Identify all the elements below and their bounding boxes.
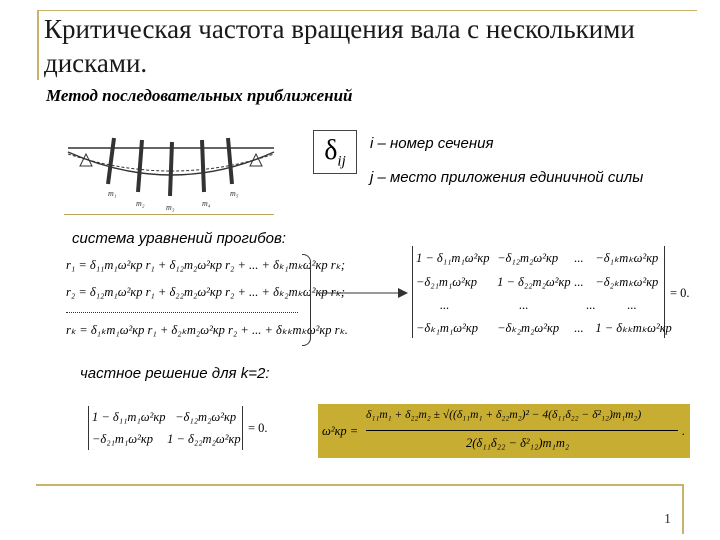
page-number: 1 xyxy=(664,512,671,527)
det-cell: −δ₁ₖmₖω²кр xyxy=(595,251,659,265)
det-cell: 1 − δ₂₂m₂ω²кр xyxy=(497,275,571,289)
determinant-row-4 xyxy=(416,320,672,336)
det-cell: ... xyxy=(574,275,584,289)
det-cell: −δₖ₂m₂ω²кр xyxy=(497,321,560,335)
small-det-cell: −δ₁₂m₂ω²кр xyxy=(175,410,237,424)
system-dots-line xyxy=(66,312,298,313)
solution-trailing: . xyxy=(682,424,686,438)
determinant-left-bar xyxy=(412,246,413,338)
det-cell: ... xyxy=(574,321,584,335)
section-subtitle: Метод последовательных приближений xyxy=(46,86,353,105)
diagram-underline xyxy=(64,214,274,215)
system-eq-row-3: rₖ = δ₁ₖm₁ω²кр r₁ + δ₂ₖm₂ω²кр r₂ + ... + δₖₖmₖω²кр rₖ. xyxy=(66,323,348,337)
bottom-rule xyxy=(36,484,684,486)
solution-lhs: ω²кр = xyxy=(322,424,359,438)
det-cell: ... xyxy=(627,298,637,312)
det-cell: −δₖ₁m₁ω²кр xyxy=(416,321,478,335)
mass-label-2: m₂ xyxy=(136,199,145,208)
determinant-row-3 xyxy=(440,298,637,313)
title-left-rule xyxy=(37,10,39,80)
small-det-row-2 xyxy=(92,432,241,447)
determinant-rhs: = 0. xyxy=(670,286,690,300)
system-caption: система уравнений прогибов: xyxy=(72,230,286,247)
det-cell: 1 − δ₁₁m₁ω²кр xyxy=(416,251,490,265)
solution-denominator: 2(δ₁₁δ₂₂ − δ²₁₂)m₁m₂ xyxy=(466,436,570,450)
mass-label-3: m₃ xyxy=(166,203,175,212)
small-det-cell: 1 − δ₁₁m₁ω²кр xyxy=(92,410,166,424)
det-cell: ... xyxy=(586,298,596,312)
particular-caption: частное решение для k=2: xyxy=(80,365,270,382)
solution-formula-box xyxy=(318,404,690,458)
small-det-rhs: = 0. xyxy=(248,421,268,435)
small-det-cell: 1 − δ₂₂m₂ω²кр xyxy=(167,432,241,446)
delta-symbol: δ xyxy=(324,135,338,166)
bottom-right-rule xyxy=(682,484,684,534)
legend-i: i – номер сечения xyxy=(370,135,494,152)
det-cell: ... xyxy=(519,298,529,312)
small-det-left-bar xyxy=(88,406,89,450)
determinant-row-2 xyxy=(416,274,658,290)
det-cell: −δ₁₂m₂ω²кр xyxy=(497,251,559,265)
det-cell: 1 − δₖₖmₖω²кр xyxy=(595,321,672,335)
determinant-row-1 xyxy=(416,250,658,266)
det-cell: ... xyxy=(574,251,584,265)
det-cell: −δ₂ₖmₖω²кр xyxy=(595,275,659,289)
solution-fraction-line xyxy=(366,430,678,431)
solution-numerator: δ₁₁m₁ + δ₂₂m₂ ± √((δ₁₁m₁ + δ₂₂m₂)² − 4(δ₁₁δ₂₂ − δ²₁₂)m₁m₂) xyxy=(366,409,642,421)
system-brace xyxy=(302,254,311,346)
arrow-icon xyxy=(318,286,408,300)
shaft-diagram xyxy=(62,118,280,218)
mass-label-4: m₄ xyxy=(202,199,211,208)
delta-symbol-box xyxy=(313,130,357,174)
legend-j: j – место приложения единичной силы xyxy=(370,169,644,186)
title-top-rule xyxy=(37,10,697,11)
system-eq-row-2: r₂ = δ₁₂m₁ω²кр r₁ + δ₂₂m₂ω²кр r₂ + ... + δₖ₂mₖω²кр rₖ; xyxy=(66,285,346,299)
small-det-cell: −δ₂₁m₁ω²кр xyxy=(92,432,153,446)
delta-subscript: ij xyxy=(337,153,346,170)
small-det-row-1 xyxy=(92,410,236,425)
det-cell: −δ₂₁m₁ω²кр xyxy=(416,275,477,289)
det-cell: ... xyxy=(440,298,450,312)
small-det-right-bar xyxy=(242,406,243,450)
page-title: Критическая частота вращения вала с несколькими дисками. xyxy=(44,14,635,78)
system-eq-row-1: r₁ = δ₁₁m₁ω²кр r₁ + δ₁₂m₂ω²кр r₂ + ... + δₖ₁mₖω²кр rₖ; xyxy=(66,258,346,272)
mass-label-1: m₁ xyxy=(108,189,117,198)
mass-label-5: m₅ xyxy=(230,189,239,198)
